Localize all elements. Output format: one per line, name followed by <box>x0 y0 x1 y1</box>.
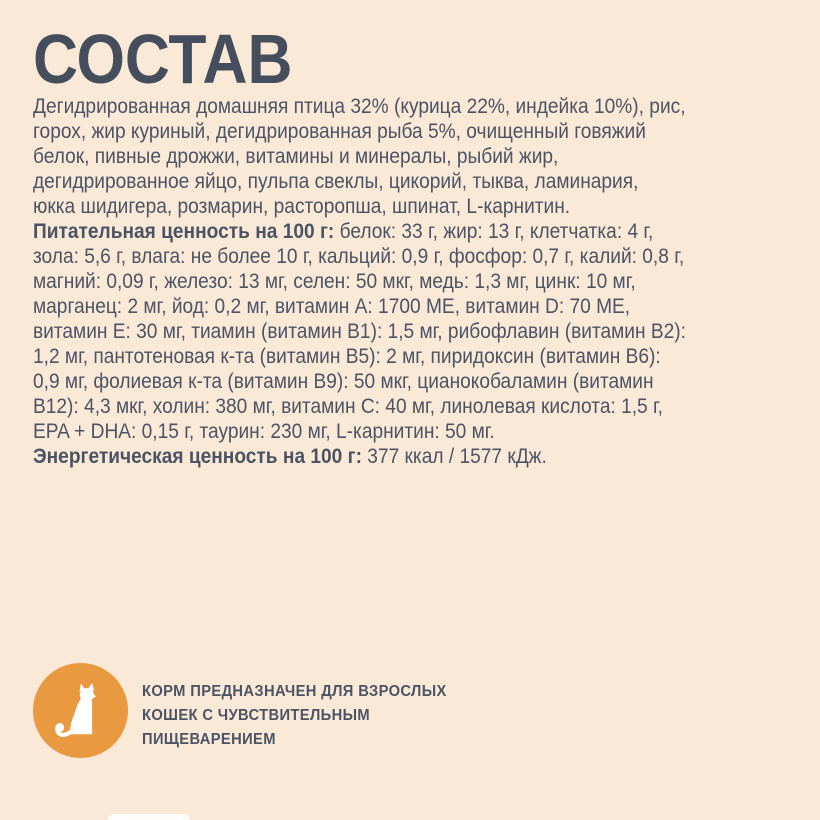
bottom-page-indicator <box>108 814 190 820</box>
nutrition-values: белок: 33 г, жир: 13 г, клетчатка: 4 г, зола: 5,6 г, влага: не более 10 г, кальций: 0,9 г, фосфор: 0,7 г, калий: 0,8 г, магний: 0,09 г, железо: 13 мг, селен: 50 мкг, медь: 1,3 мг, цинк: 10 мг, марганец: 2 мг, йод: 0,2 мг, витамин А: 1700 МЕ, витамин D: 70 МЕ, витамин Е: 30 мг, тиамин (витамин В1): 1,5 мг, рибофлавин (витамин В2): 1,2 мг, пантотеновая к-та (витамин В5): 2 мг, пиридоксин (витамин В6): 0,9 мг, фолиевая к-та (витамин В9): 50 мкг, цианокобаламин (витамин В12): 4,3 мкг, холин: 380 мг, витамин С: 40 мг, линолевая кислота: 1,5 г, EPA + DHA: 0,15 г, таурин: 230 мг, L-карнитин: 50 мг. <box>33 219 686 443</box>
audience-note-text: КОРМ ПРЕДНАЗНАЧЕН ДЛЯ ВЗРОСЛЫХ КОШЕК С ЧУВСТВИТЕЛЬНЫМ ПИЩЕВАРЕНИЕМ <box>142 682 447 748</box>
ingredients-paragraph: Дегидрированная домашняя птица 32% (курица 22%, индейка 10%), рис, горох, жир куриный, дегидрированная рыба 5%, очищенный говяжий белок, пивные дрожжи, витамины и минералы, рыбий жир, дегидрированное яйцо, пульпа свеклы, цикорий, тыква, ламинария, юкка шидигера, розмарин, расторопша, шпинат, L-карнитин. <box>33 94 686 218</box>
nutrition-label: Питательная ценность на 100 г: <box>33 219 335 243</box>
energy-label: Энергетическая ценность на 100 г: <box>33 444 362 468</box>
audience-note <box>33 663 572 758</box>
text-column <box>33 20 820 469</box>
energy-paragraph <box>33 444 820 469</box>
cat-icon-badge <box>33 663 128 758</box>
page-title: СОСТАВ <box>33 20 293 98</box>
energy-values: 377 ккал / 1577 кДж. <box>361 444 547 468</box>
cat-icon <box>52 682 110 740</box>
nutrition-paragraph <box>33 219 820 444</box>
